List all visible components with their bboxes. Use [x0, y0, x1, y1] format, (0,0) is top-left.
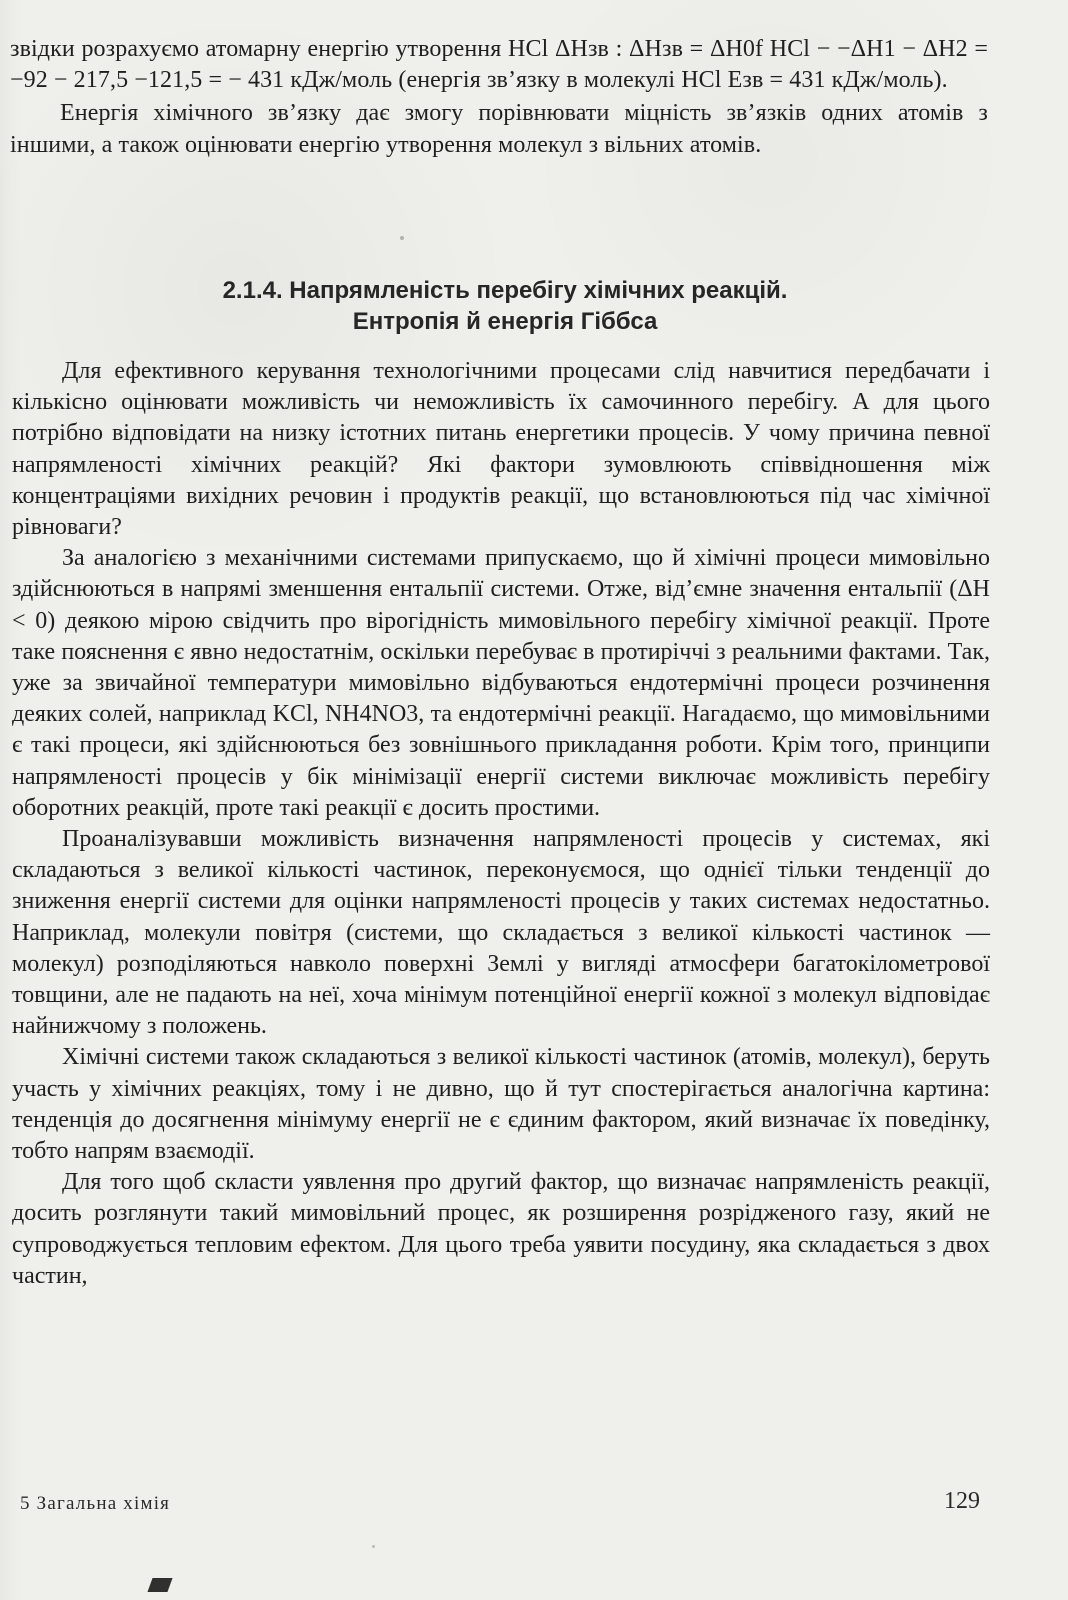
- section-heading-line-2: Ентропія й енергія Гіббса: [352, 308, 658, 335]
- chapter-footer: 5 Загальна хімія: [20, 1493, 171, 1514]
- paper-speck: [372, 1545, 375, 1548]
- top-text-block: [10, 34, 988, 161]
- body-paragraph-2: За аналогією з механічними системами припускаємо, що й хімічні процеси мимовільно здійснюються в напрямі зменшення ентальпії системи. Отже, від’ємне значення ентальпії (ΔH < 0) деякою мірою свідчить про вірогідність мимовільного перебігу хімічної реакції. Проте таке пояснення є явно недостатнім, оскільки перебуває в протиріччі з реальними фактами. Так, уже за звичайної температури мимовільно відбуваються ендотермічні процеси розчинення деяких солей, наприклад KCl, NH4NO3, та ендотермічні реакції. Нагадаємо, що мимовільними є такі процеси, які здійснюються без зовнішнього прикладання роботи. Крім того, принципи напрямленості процесів у бік мінімізації енергії системи виключає можливість перебігу оборотних реакцій, проте такі реакції є досить простими.: [12, 545, 990, 821]
- body-paragraph-4: Хімічні системи також складаються з великої кількості частинок (атомів, молекул), беруть участь у хімічних реакціях, тому і не дивно, що й тут спостерігається аналогічна картина: тенденція до досягнення мінімуму енергії не є єдиним фактором, який визначає їх поведінку, тобто напрям взаємодії.: [12, 1044, 990, 1165]
- section-heading-line-1: 2.1.4. Напрямленість перебігу хімічних реакцій.: [222, 277, 788, 304]
- body-paragraph-1: Для ефективного керування технологічними процесами слід навчитися передбачати і кількісно оцінювати можливість чи неможливість їх самочинного перебігу. А для цього потрібно відповідати на низку істотних питань енергетики процесів. У чому причина певної напрямленості хімічних реакцій? Які фактори зумовлюють співвідношення між концентраціями вихідних речовин і продуктів реакції, що встановлюються під час хімічної рівноваги?: [12, 358, 990, 541]
- intro-paragraph: звідки розрахуємо атомарну енергію утворення HCl ΔHзв : ΔHзв = ΔH0f HCl − −ΔH1 − ΔH2 = −92 − 217,5 −121,5 = − 431 кДж/моль (енергія зв’язку в молекулі HCl Eзв = 431 кДж/моль).: [10, 36, 988, 94]
- paper-speck: [400, 236, 404, 240]
- body-paragraph-5: Для того щоб скласти уявлення про другий фактор, що визначає напрямленість реакції, досить розглянути такий мимовільний процес, як розширення розрідженого газу, який не супроводжується тепловим ефектом. Для цього треба уявити посудину, яка складається з двох частин,: [12, 1169, 990, 1289]
- main-text-block: [12, 356, 990, 1292]
- section-heading: [180, 275, 830, 337]
- page-number: 129: [944, 1488, 980, 1514]
- body-paragraph-3: Проаналізувавши можливість визначення напрямленості процесів у системах, які складаються з великої кількості частинок, переконуємося, що однієї тільки тенденції до зниження енергії системи для оцінки напрямленості процесів у таких системах недостатньо. Наприклад, молекули повітря (системи, що складається з великої кількості частинок — молекул) розподіляються навколо поверхні Землі у вигляді атмосфери багатокілометрової товщини, але не падають на неї, хоча мінімум потенційної енергії кожної з молекул відповідає найнижчому з положень.: [12, 826, 990, 1040]
- chemical-bond-paragraph: Енергія хімічного зв’язку дає змогу порівнювати міцність зв’язків одних атомів з іншими, а також оцінювати енергію утворення молекул з вільних атомів.: [10, 100, 988, 158]
- bottom-ink-mark: [147, 1578, 172, 1592]
